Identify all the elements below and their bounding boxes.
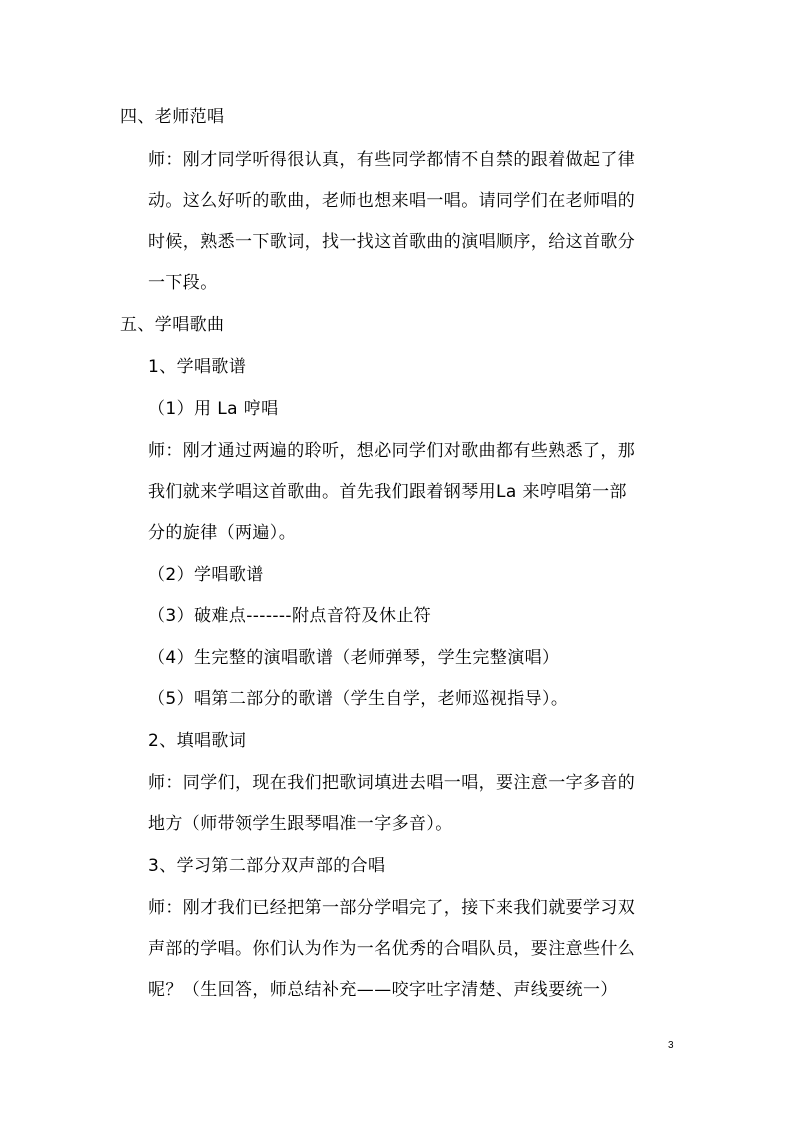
section-heading-5: 五、学唱歌曲: [120, 315, 225, 335]
paragraph-line: 师：刚才同学听得很认真，有些同学都情不自禁的跟着做起了律: [148, 150, 636, 170]
list-item: （3）破难点-------附点音符及休止符: [148, 606, 432, 626]
paragraph-line: 地方（师带领学生跟琴唱准一字多音）。: [148, 814, 453, 834]
paragraph-line: 时候，熟悉一下歌词，找一找这首歌曲的演唱顺序，给这首歌分: [148, 232, 636, 252]
list-item: （2）学唱歌谱: [148, 565, 264, 585]
subsection-title-2: 2、填唱歌词: [148, 731, 247, 751]
list-item: （4）生完整的演唱歌谱（老师弹琴，学生完整演唱）: [148, 648, 560, 668]
paragraph-line: 呢？（生回答，师总结补充——咬字吐字清楚、声线要统一）: [148, 980, 618, 1000]
paragraph-line: 声部的学唱。你们认为作为一名优秀的合唱队员，要注意些什么: [148, 939, 636, 959]
paragraph-line: 师：刚才我们已经把第一部分学唱完了，接下来我们就要学习双: [148, 898, 636, 918]
paragraph-line: 一下段。: [148, 273, 218, 293]
page-number: 3: [668, 1040, 674, 1051]
section-heading-4: 四、老师范唱: [120, 107, 225, 127]
list-item: （5）唱第二部分的歌谱（学生自学，老师巡视指导）。: [148, 689, 569, 709]
list-item: （1）用 La 哼唱: [148, 399, 279, 419]
subsection-title-3: 3、学习第二部分双声部的合唱: [148, 856, 386, 876]
paragraph-line: 师：刚才通过两遍的聆听，想必同学们对歌曲都有些熟悉了，那: [148, 441, 636, 461]
subsection-title-1: 1、学唱歌谱: [148, 357, 247, 377]
paragraph-line: 动。这么好听的歌曲，老师也想来唱一唱。请同学们在老师唱的: [148, 191, 636, 211]
paragraph-line: 师：同学们，现在我们把歌词填进去唱一唱，要注意一字多音的: [148, 773, 636, 793]
paragraph-line: 分的旋律（两遍）。: [148, 523, 297, 543]
paragraph-line: 我们就来学唱这首歌曲。首先我们跟着钢琴用La 来哼唱第一部: [148, 482, 627, 502]
